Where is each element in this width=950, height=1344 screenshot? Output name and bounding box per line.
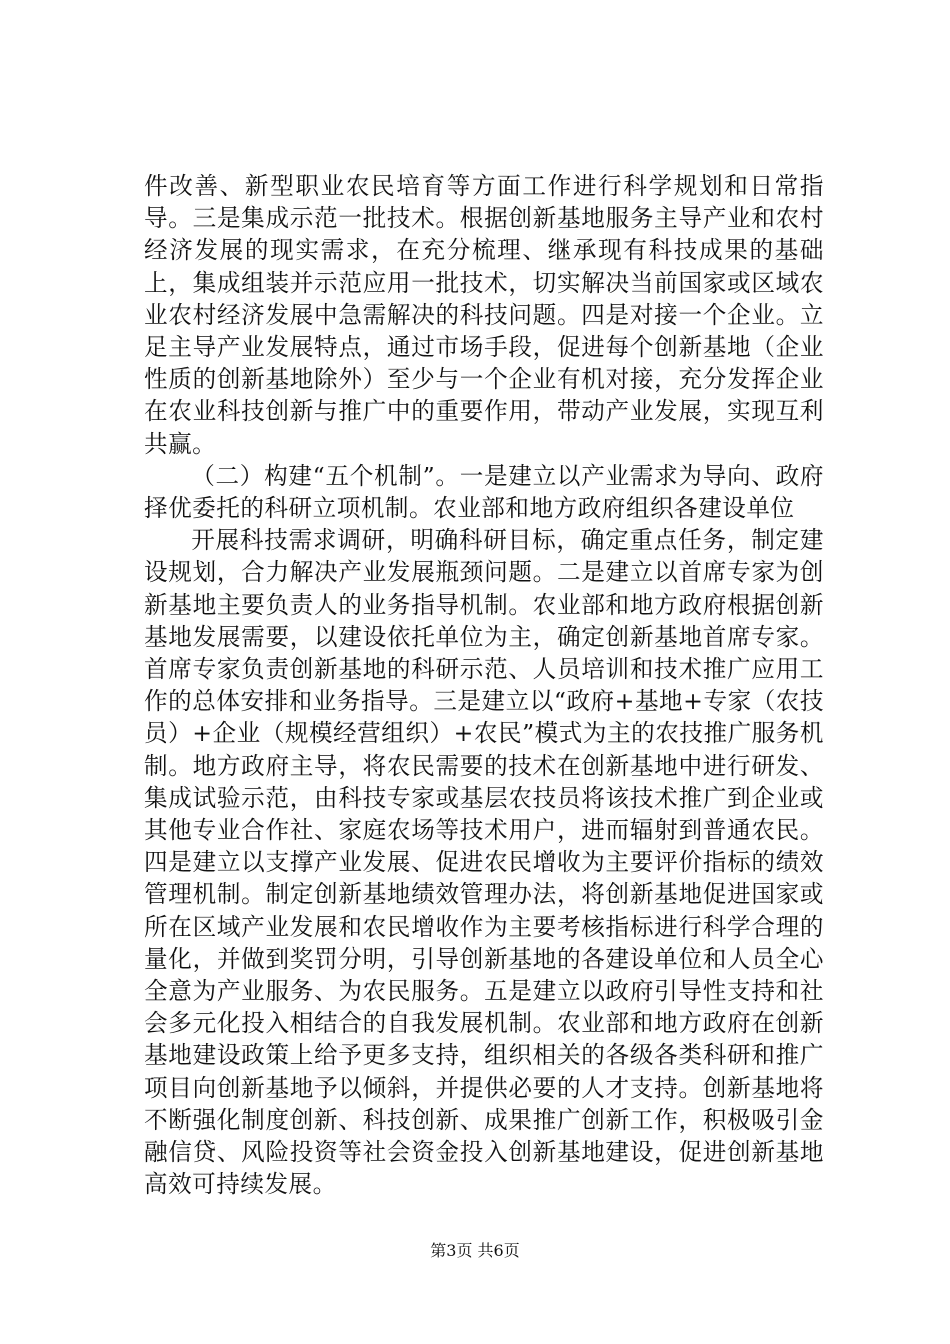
page-number-footer: 第3页 共6页 bbox=[430, 1241, 520, 1260]
paragraph-continuation: 件改善、新型职业农民培育等方面工作进行科学规划和日常指导。三是集成示范一批技术。根据创新基地服务主导产业和农村经济发展的现实需求，在充分梳理、继承现有科技成果的基础上，集成组装并示范应用一批技术，切实解决当前国家或区域农业农村经济发展中急需解决的科技问题。四是对接一个企业。立足主导产业发展特点，通过市场手段，促进每个创新基地（企业性质的创新基地除外）至少与一个企业有机对接，充分发挥企业在农业科技创新与推广中的重要作用，带动产业发展，实现互利共赢。 bbox=[144, 172, 824, 458]
paragraph-five-mechanisms-heading: （二）构建“五个机制”。一是建立以产业需求为导向、政府择优委托的科研立项机制。农业部和地方政府组织各建设单位 bbox=[144, 461, 824, 523]
paragraph-mechanisms-detail: 开展科技需求调研，明确科研目标，确定重点任务，制定建设规划，合力解决产业发展瓶颈问题。二是建立以首席专家为创新基地主要负责人的业务指导机制。农业部和地方政府根据创新基地发展需要，以建设依托单位为主，确定创新基地首席专家。首席专家负责创新基地的科研示范、人员培训和技术推广应用工作的总体安排和业务指导。三是建立以“政府+基地+专家（农技员）+企业（规模经营组织）+农民”模式为主的农技推广服务机制。地方政府主导，将农民需要的技术在创新基地中进行研发、集成试验示范，由科技专家或基层农技员将该技术推广到企业或其他专业合作社、家庭农场等技术用户，进而辐射到普通农民。四是建立以支撑产业发展、促进农民增收为主要评价指标的绩效管理机制。制定创新基地绩效管理办法，将创新基地促进国家或所在区域产业发展和农民增收作为主要考核指标进行科学合理的量化，并做到奖罚分明，引导创新基地的各建设单位和人员全心全意为产业服务、为农民服务。五是建立以政府引导性支持和社会多元化投入相结合的自我发展机制。农业部和地方政府在创新基地建设政策上给予更多支持，组织相关的各级各类科研和推广项目向创新基地予以倾斜，并提供必要的人才支持。创新基地将不断强化制度创新、科技创新、成果推广创新工作，积极吸引金融信贷、风险投资等社会资金投入创新基地建设，促进创新基地高效可持续发展。 bbox=[144, 526, 824, 1199]
document-body bbox=[144, 170, 824, 1201]
